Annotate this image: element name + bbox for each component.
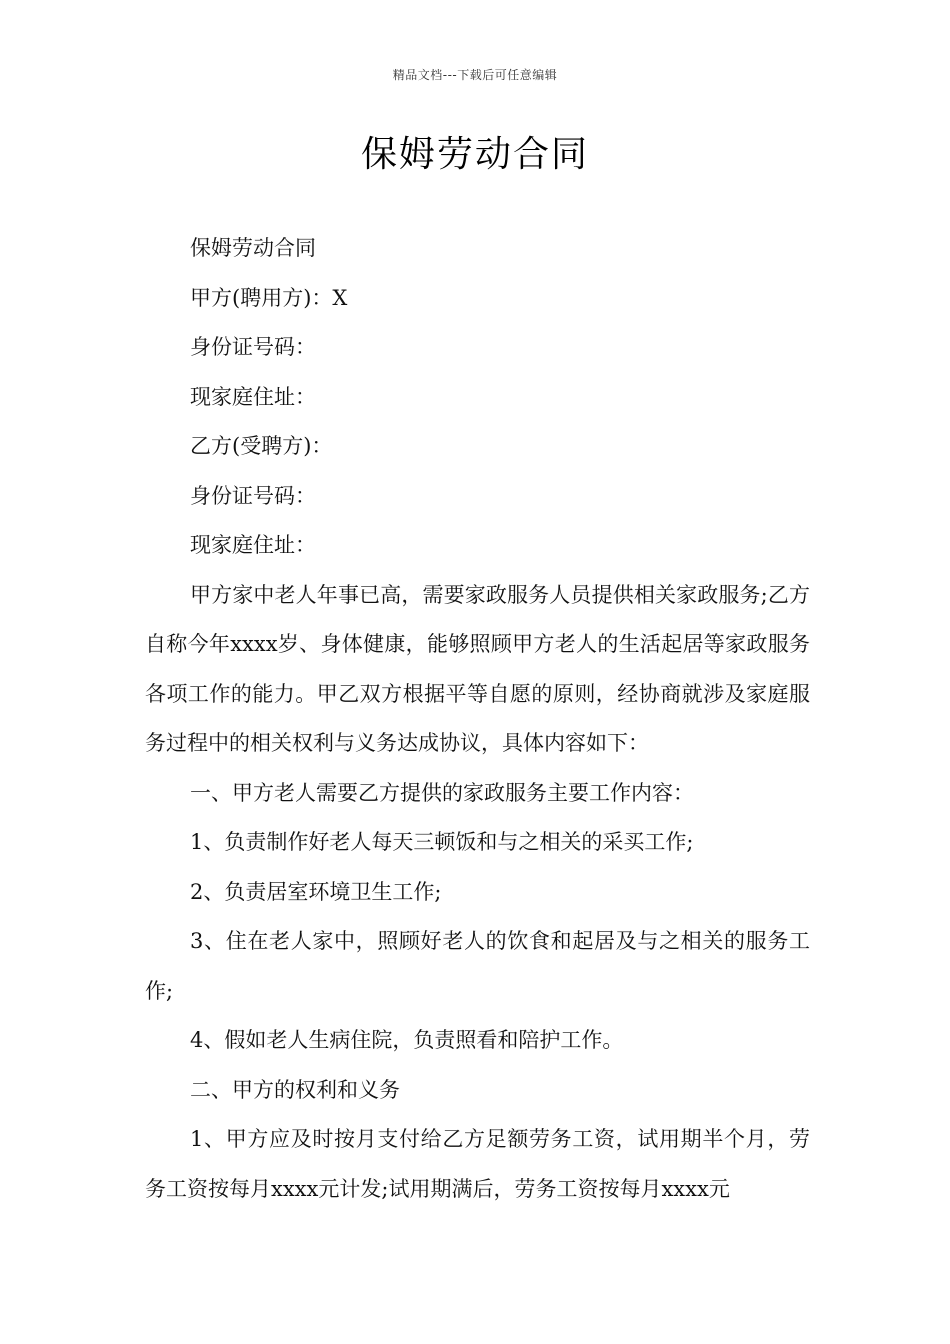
document-title: 保姆劳动合同: [360, 134, 589, 175]
document-body: [145, 224, 810, 1214]
paragraph-party-a: 甲方(聘用方)：X: [190, 285, 348, 310]
paragraph-party-b-address: 现家庭住址：: [190, 533, 316, 557]
clause-1-1: 1、负责制作好老人每天三顿饭和与之相关的采买工作;: [190, 830, 694, 854]
clause-1-4: 4、假如老人生病住院，负责照看和陪护工作。: [190, 1028, 624, 1052]
clause-1-2: 2、负责居室环境卫生工作;: [190, 879, 442, 904]
clause-2-1: 1、甲方应及时按月支付给乙方足额劳务工资，试用期半个月，劳务工资按每月xxxx元计发;试用期满后，劳务工资按每月xxxx元: [145, 1127, 810, 1201]
paragraph-party-b: 乙方(受聘方)：: [190, 434, 333, 458]
clause-1-3: 3、住在老人家中，照顾好老人的饮食和起居及与之相关的服务工作;: [145, 929, 810, 1003]
page-header-watermark: 精品文档---下载后可任意编辑: [392, 68, 558, 82]
paragraph-subtitle: 保姆劳动合同: [190, 236, 316, 260]
paragraph-party-a-id: 身份证号码：: [190, 335, 316, 359]
section-heading-2: 二、甲方的权利和义务: [190, 1077, 400, 1102]
paragraph-party-b-id: 身份证号码：: [190, 483, 316, 508]
paragraph-preamble: 甲方家中老人年事已高，需要家政服务人员提供相关家政服务;乙方自称今年xxxx岁、身体健康，能够照顾甲方老人的生活起居等家政服务各项工作的能力。甲乙双方根据平等自愿的原则，经协商就涉及家庭服务过程中的相关权利与义务达成协议，具体内容如下：: [145, 582, 810, 755]
paragraph-party-a-address: 现家庭住址：: [190, 384, 316, 409]
section-heading-1: 一、甲方老人需要乙方提供的家政服务主要工作内容：: [190, 780, 694, 805]
